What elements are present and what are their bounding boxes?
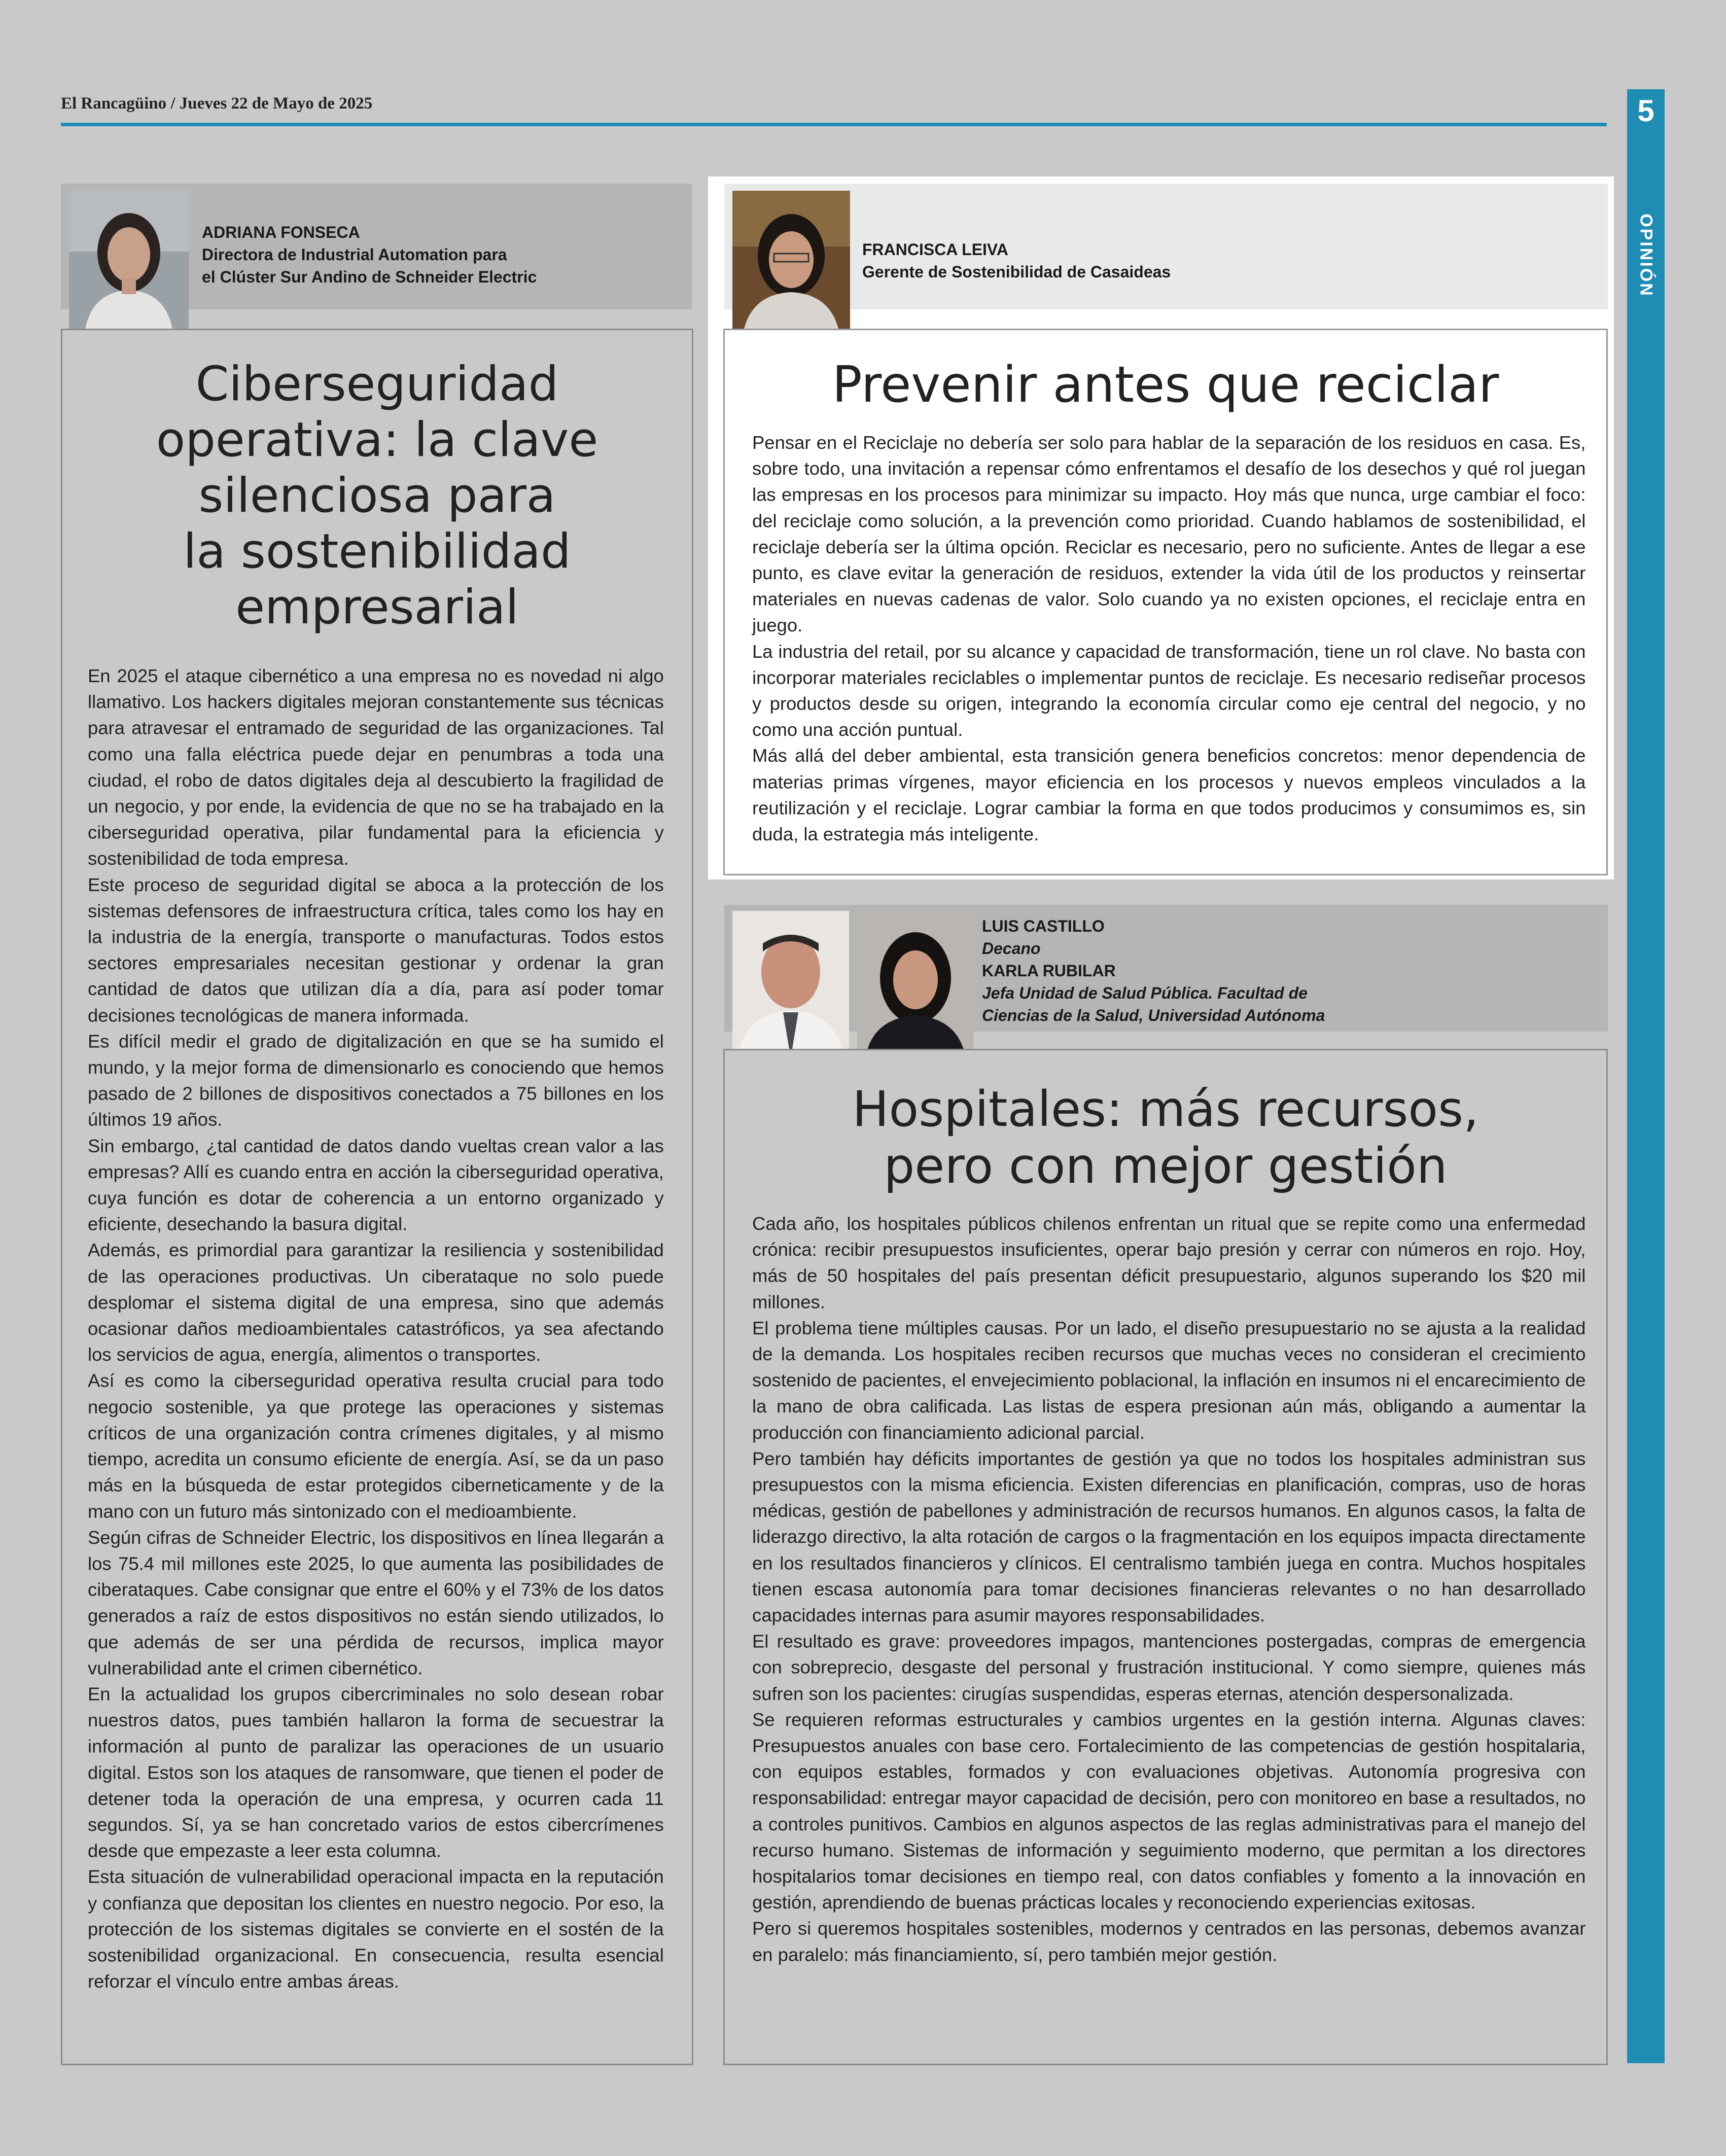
article-ciberseguridad — [61, 329, 693, 2065]
article-title: Prevenir antes que reciclar — [832, 356, 1499, 414]
author-role: Decano — [982, 939, 1041, 958]
author-info-castillo-rubilar — [982, 915, 1325, 1027]
author-info-leiva — [862, 238, 1171, 283]
article-reciclar — [723, 329, 1608, 875]
page-number: 5 — [1637, 94, 1654, 128]
article-hospitales — [723, 1049, 1608, 2065]
header-rule — [61, 123, 1607, 126]
article-title: Ciberseguridad operativa: la clave silenciosa para la sostenibilidad empresarial — [156, 357, 598, 635]
author-role: Directora de Industrial Automation para — [202, 245, 507, 264]
masthead: El Rancagüino / Jueves 22 de Mayo de 2025 — [61, 94, 373, 113]
paragraph: Pero también hay déficits importantes de gestión ya que no todos los hospitales administran sus presupuestos con la misma eficiencia. Existen diferencias en planificación, compras, uso de horas médicas, gestión de pabellones y administración de recursos humanos. En algunos casos, la falta de liderazgo directivo, la alta rotación de cargos o la fragmentación en los equipos impacta directamente en los resultados financieros y clínicos. El centralismo también juega en contra. Muchos hospitales tienen escasa autonomía para tomar decisiones financieras relevantes o no han desarrollado capacidades internas para asumir mayores responsabilidades. — [752, 1447, 1586, 1626]
author-name: LUIS CASTILLO — [982, 917, 1105, 935]
paragraph: En la actualidad los grupos cibercriminales no solo desean robar nuestros datos, pues también hallaron la forma de secuestrar la información al punto de paralizar las operaciones de un usuario digital. Estos son los ataques de ransomware, que tienen el poder de detener toda la operación de una empresa, y ocurren cada 11 segundos. Sí, ya se han concretado varios de estos cibercrímenes desde que empezaste a leer esta columna. — [88, 1683, 664, 1861]
article-body — [752, 1211, 1586, 1968]
article-title: Hospitales: más recursos, pero con mejor gestión — [852, 1081, 1479, 1194]
author-name: FRANCISCA LEIVA — [862, 240, 1008, 259]
paragraph: El resultado es grave: proveedores impagos, mantenciones postergadas, compras de emergencia con sobreprecio, desgaste del personal y frustración institucional. Y como siempre, quienes más sufren son los pacientes: cirugías suspendidas, esperas eternas, atención despersonalizada. — [752, 1631, 1586, 1704]
author-info-fonseca — [202, 221, 537, 288]
article-body — [752, 430, 1586, 847]
paragraph: Más allá del deber ambiental, esta transición genera beneficios concretos: menor dependencia de materias primas vírgenes, mayor eficiencia en los procesos y nuevos empleos vinculados a la reutilización y el reciclaje. Lograr cambiar la forma en que todos producimos y consumimos es, sin duda, la estrategia más inteligente. — [752, 745, 1586, 845]
paragraph: La industria del retail, por su alcance y capacidad de transformación, tiene un rol clave. No basta con incorporar materiales reciclables o implementar puntos de reciclaje. Es necesario rediseñar procesos y productos desde su origen, integrando la economía circular como eje central del negocio, y no como una acción puntual. — [752, 641, 1586, 740]
paragraph: En 2025 el ataque cibernético a una empresa no es novedad ni algo llamativo. Los hackers digitales mejoran constantemente sus técnicas para atravesar el entramado de seguridad de las organizaciones. Tal como una falla eléctrica puede dejar en penumbras a toda una ciudad, el robo de datos digitales deja al descubierto la fragilidad de un negocio, y por ende, la evidencia de que no se ha trabajado en la ciberseguridad operativa, pilar fundamental para la eficiencia y sostenibilidad de toda empresa. — [88, 665, 664, 869]
paragraph: Es difícil medir el grado de digitalización en que se ha sumido el mundo, y la mejor forma de dimensionarlo es conociendo que hemos pasado de 2 billones de dispositivos conectados a 75 billones en los últimos 19 años. — [88, 1031, 664, 1130]
author-role: Gerente de Sostenibilidad de Casaideas — [862, 263, 1171, 281]
paragraph: Pensar en el Reciclaje no debería ser solo para hablar de la separación de los residuos en casa. Es, sobre todo, una invitación a repensar cómo enfrentamos el desafío de los desechos y qué rol juegan las empresas en los procesos para minimizar su impacto. Hoy más que nunca, urge cambiar el foco: del reciclaje como solución, a la prevención como prioridad. Cuando hablamos de sostenibilidad, el reciclaje debería ser la última opción. Reciclar es necesario, pero no suficiente. Antes de llegar a ese punto, es clave evitar la generación de residuos, extender la vida útil de los productos y reinsertar materiales en nuevas cadenas de valor. Solo cuando ya no existen opciones, el reciclaje entra en juego. — [752, 432, 1586, 636]
paragraph: Así es como la ciberseguridad operativa resulta crucial para todo negocio sostenible, ya que protege las operaciones y sistemas críticos de una organización contra crímenes digitales, y al mismo tiempo, acredita un consumo eficiente de energía. Así, se da un paso más en la búsqueda de estar protegidos ciberneticamente y de la mano con un futuro más sintonizado con el medioambiente. — [88, 1370, 664, 1522]
section-label: OPINIÓN — [1636, 214, 1656, 297]
author-photo-rubilar — [857, 911, 974, 1058]
author-role: Ciencias de la Salud, Universidad Autónoma — [982, 1006, 1325, 1024]
author-photo-leiva — [732, 191, 850, 336]
paragraph: Este proceso de seguridad digital se aboca a la protección de los sistemas defensores de infraestructura crítica, tales como los hay en la industria de la energía, transporte o manufacturas. Todos estos sectores empresariales necesitan gestionar y ordenar la gran cantidad de datos que utilizan día a día, para así poder tomar decisiones tecnológicas de manera informada. — [88, 874, 664, 1026]
author-photo-fonseca — [69, 191, 189, 336]
paragraph: Pero si queremos hospitales sostenibles, modernos y centrados en las personas, debemos avanzar en paralelo: más financiamiento, sí, pero también mejor gestión. — [752, 1918, 1586, 1965]
author-role: el Clúster Sur Andino de Schneider Electric — [202, 268, 537, 286]
page-header — [61, 91, 1607, 122]
paragraph: El problema tiene múltiples causas. Por un lado, el diseño presupuestario no se ajusta a la realidad de la demanda. Los hospitales reciben recursos que muchas veces no consideran el crecimiento sostenido de pacientes, el envejecimiento poblacional, la inflación en insumos ni el encarecimiento de la mano de obra calificada. Las listas de espera presionan aún más, obligando a aumentar la producción con financiamiento adicional parcial. — [752, 1317, 1586, 1443]
paragraph: Se requieren reformas estructurales y cambios urgentes en la gestión interna. Algunas claves: Presupuestos anuales con base cero. Fortalecimiento de las competencias de gestión hospitalaria, con equipos estables, formados y con evaluaciones objetivas. Autonomía progresiva con responsabilidad: entregar mayor capacidad de decisión, pero con monitoreo en base a resultados, no a controles punitivos. Cambios en algunos aspectos de las reglas administrativas para el manejo del recurso humano. Sistemas de información y seguimiento moderno, que permitan a los directores hospitalarios tomar decisiones en tiempo real, con datos confiables y fomento a la innovación en gestión, aprendiendo de buenas prácticas locales y reconociendo experiencias exitosas. — [752, 1709, 1586, 1913]
paragraph: Esta situación de vulnerabilidad operacional impacta en la reputación y confianza que depositan los clientes en nuestro negocio. Por eso, la protección de los sistemas digitales se convierte en el sostén de la sostenibilidad organizacional. En consecuencia, resulta esencial reforzar el vínculo entre ambas áreas. — [88, 1866, 664, 1992]
paragraph: Además, es primordial para garantizar la resiliencia y sostenibilidad de las operaciones productivas. Un ciberataque no solo puede desplomar el sistema digital de una empresa, sino que además ocasionar daños medioambientales catastróficos, ya sea afectando los servicios de agua, energía, alimentos o transportes. — [88, 1240, 664, 1365]
author-photo-castillo — [732, 911, 849, 1058]
section-strip — [1627, 89, 1665, 2063]
article-body — [88, 663, 664, 1995]
author-name: KARLA RUBILAR — [982, 962, 1116, 980]
author-name: ADRIANA FONSECA — [202, 223, 360, 241]
paragraph: Según cifras de Schneider Electric, los dispositivos en línea llegarán a los 75.4 mil millones este 2025, lo que aumenta las posibilidades de ciberataques. Cabe consignar que entre el 60% y el 73% de los datos generados a raíz de estos dispositivos no están siendo utilizados, lo que además de ser una pérdida de recursos, implica mayor vulnerabilidad ante el crimen cibernético. — [88, 1527, 664, 1679]
paragraph: Cada año, los hospitales públicos chilenos enfrentan un ritual que se repite como una enfermedad crónica: recibir presupuestos insuficientes, operar bajo presión y cerrar con números en rojo. Hoy, más de 50 hospitales del país presentan déficit presupuestario, algunos superando los $20 mil millones. — [752, 1213, 1586, 1313]
author-role: Jefa Unidad de Salud Pública. Facultad de — [982, 984, 1308, 1002]
paragraph: Sin embargo, ¿tal cantidad de datos dando vueltas crean valor a las empresas? Allí es cuando entra en acción la ciberseguridad operativa, cuya función es dotar de coherencia a un entorno organizado y eficiente, desechando la basura digital. — [88, 1135, 664, 1235]
